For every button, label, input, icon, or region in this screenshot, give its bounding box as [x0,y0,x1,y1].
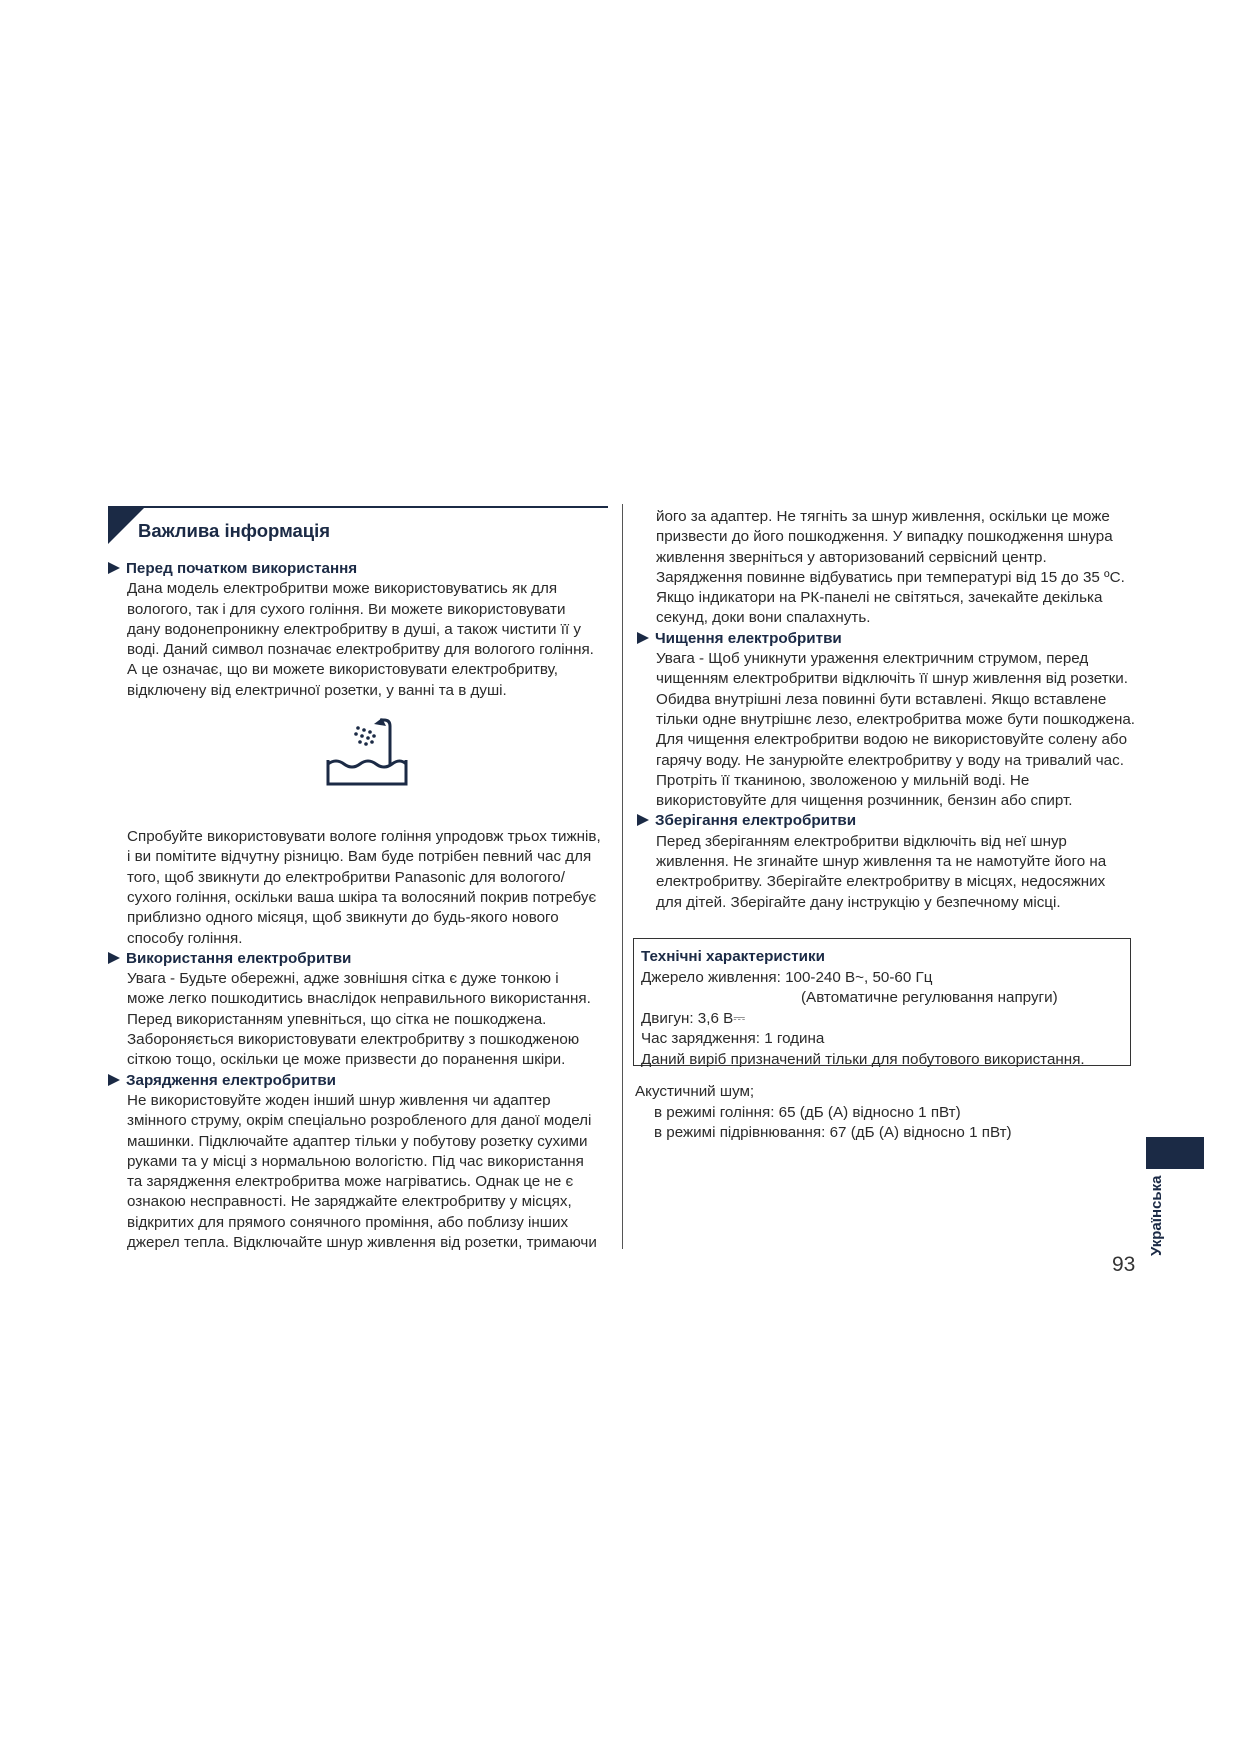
page-number: 93 [1112,1253,1136,1276]
heading-before-use: Перед початком використання [108,559,618,579]
language-tab-block [1146,1137,1204,1169]
triangle-arrow-icon [108,952,120,964]
section-title: Важлива інформація [138,520,331,541]
triangle-arrow-icon [637,632,649,644]
text-wet-shave-tip: Спробуйте використовувати вологе гоління упродовж трьох тижнів, і ви помітите відчутну різницю. Вам буде потрібен певний час для того, щоб звикнути до електробритви Panasonic для вологого/ сухого гоління, оскільки ваша шкіра та волосяний покрив потребує приблизно одного місяця, щоб звикнути до будь-якого нового способу гоління. [127,828,601,947]
specifications-title: Технічні характеристики [641,948,825,965]
heading-cleaning: Чищення електробритви [637,629,1147,649]
triangle-arrow-icon [108,562,120,574]
noise-shaving: в режимі гоління: 65 (дБ (A) відносно 1 пВт) [654,1103,961,1121]
triangle-arrow-icon [637,814,649,826]
noise-trimming: в режимі підрівнювання: 67 (дБ (A) відносно 1 пВт) [654,1124,1012,1141]
spec-charging-time: Час зарядження: 1 година [641,1030,825,1047]
spec-power: Джерело живлення: 100-240 В~, 50-60 Гц [641,968,933,986]
heading-storage: Зберігання електробритви [637,811,1147,831]
spec-motor: Двигун: 3,6 В⎓ [641,1009,746,1027]
specifications-box [633,938,1131,1066]
spec-power-note: (Автоматичне регулювання напруги) [801,989,1058,1006]
text-storage: Перед зберіганням електробритви відключіть від неї шнур живлення. Не згинайте шнур живлення та не намотуйте його на електробритву. Зберігайте електробритву в місцях, недосяжних для дітей. Зберігайте дану інструкцію у безпечному місці. [656,832,1107,911]
text-cleaning: Увага - Щоб уникнути ураження електричним струмом, перед чищенням електробритви відключіть її шнур живлення від розетки. Обидва внутрішні леза повинні бути вставлені. Якщо вставлене тільки одне внутрішнє лезо, електробритва може бути пошкоджена. Для чищення електробритви водою не використовуйте солену або гарячу воду. Не занурюйте електробритву у воду на тривалий час. Протріть її тканиною, зволоженою у мильній воді. Не використовуйте для чищення розчинник, бензин або спирт. [656,650,1136,810]
triangle-arrow-icon [108,1074,120,1086]
left-column [108,507,618,1253]
acoustic-noise [635,1082,1135,1144]
text-using-shaver: Увага - Будьте обережні, адже зовнішня сітка є дуже тонкою і може легко пошкодитись внаслідок неправильного використання. Перед використанням упевніться, що сітка не пошкоджена. Забороняється використовувати електробритву з пошкодженою сіткою тощо, оскільки це може призвести до поранення шкіри. [127,970,591,1069]
column-divider [622,504,623,1249]
shower-bath-icon [324,716,410,788]
noise-title: Акустичний шум; [635,1083,755,1100]
right-column [637,507,1147,913]
spec-household-use: Даний виріб призначений тільки для побутового використання. [641,1050,1085,1068]
heading-using-shaver: Використання електробритви [108,949,618,969]
text-charging-continued: його за адаптер. Не тягніть за шнур живлення, оскільки це може призвести до його пошкодження. У випадку пошкодження шнура живлення зверніться у авторизований сервісний центр. Зарядження повинне відбуватись при температурі від 15 до 35 ºC. Якщо індикатори на РК-панелі не світяться, зачекайте декілька секунд, доки вони спалахнуть. [656,508,1125,627]
text-before-use: Дана модель електробритви може використовуватись як для вологого, так і для сухого гоління. Ви можете використовувати дану водонепроникну електробритву в душі, а також чистити її у воді. Даний символ позначає електробритву для вологого гоління. А це означає, що ви можете використовувати електробритву, відключену від електричної розетки, у ванні та в душі. [127,580,594,699]
heading-charging: Зарядження електробритви [108,1071,618,1091]
language-tab-label: Українська [1148,1175,1165,1256]
text-charging: Не використовуйте жоден інший шнур живлення чи адаптер змінного струму, окрім спеціально розробленого для даної моделі машинки. Підключайте адаптер тільки у побутову розетку сухими руками та у місці з нормальною вологістю. Під час використання та зарядження електробритва може нагріватись. Однак це не є ознакою несправності. Не заряджайте електробритву у місцях, відкритих для прямого сонячного проміння, або поблизу інших джерел тепла. Відключайте шнур живлення від розетки, тримаючи [127,1091,597,1252]
